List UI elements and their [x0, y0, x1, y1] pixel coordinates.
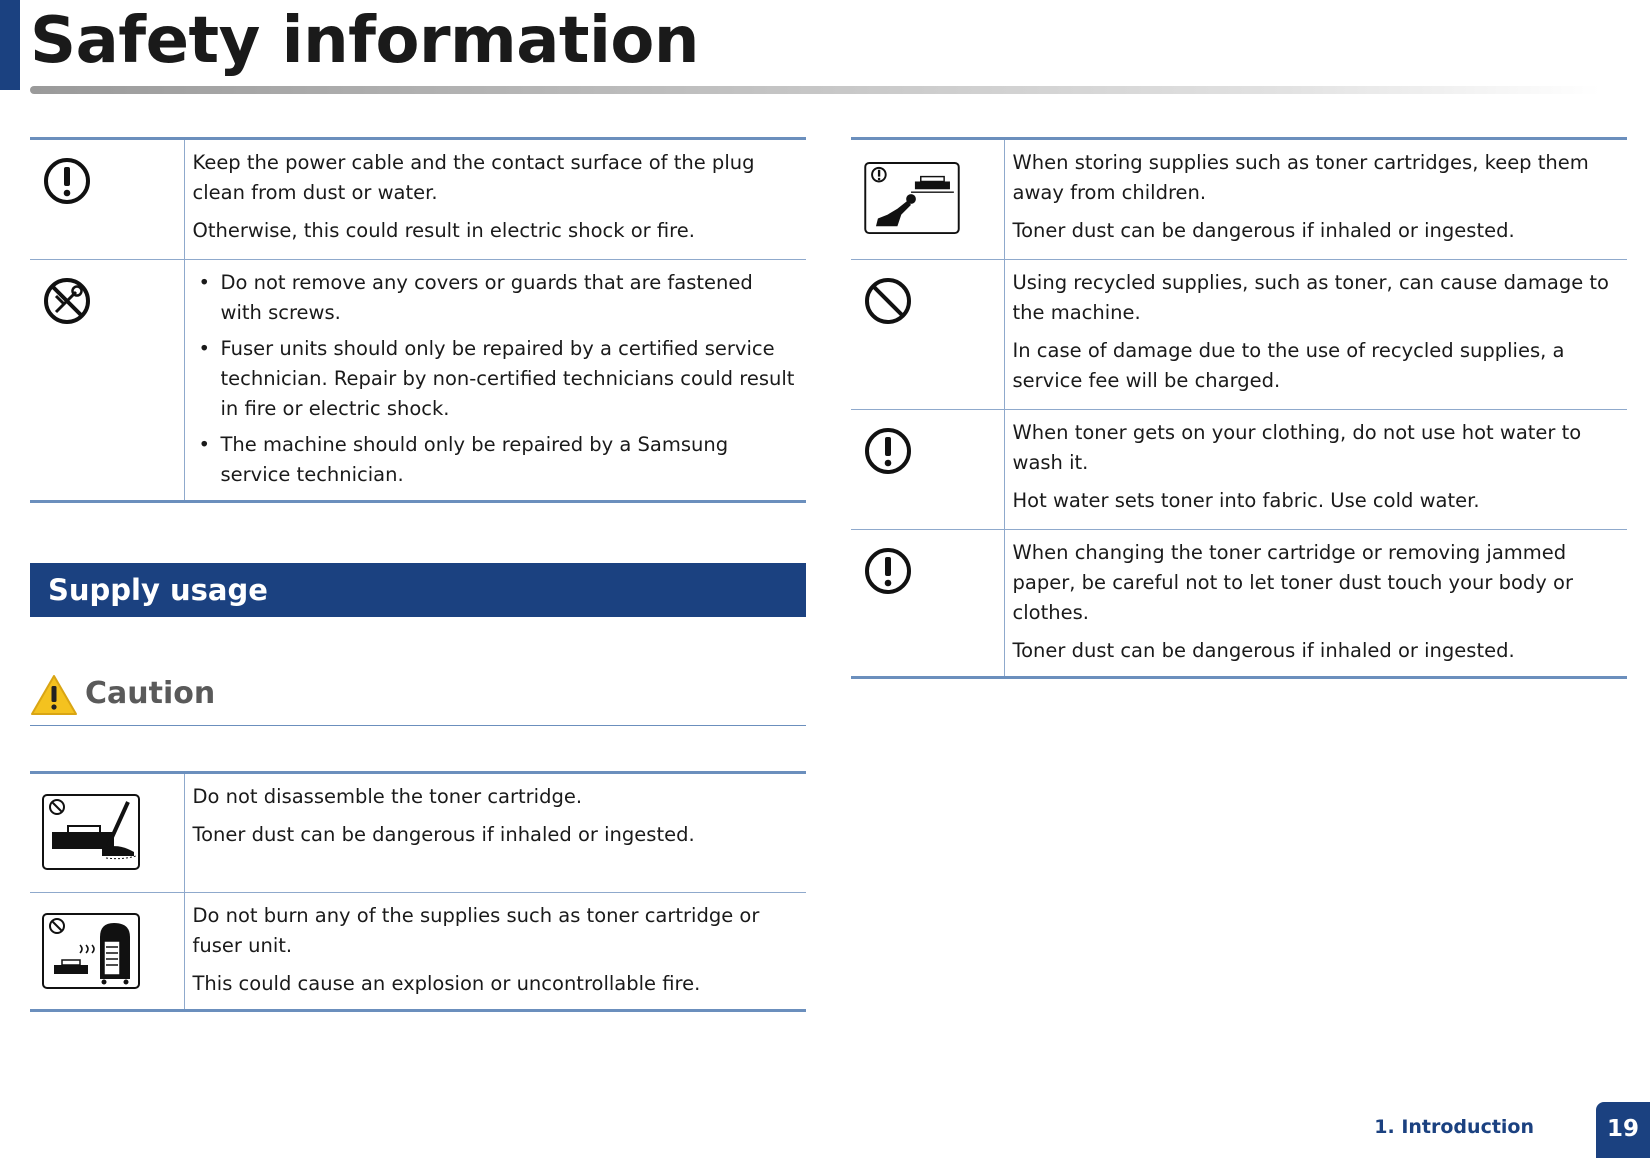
keep-away-from-children-icon — [863, 162, 961, 236]
exclamation-circle-icon — [863, 546, 913, 596]
table-row — [30, 773, 806, 893]
table-row — [851, 260, 1627, 410]
table-row — [30, 139, 806, 260]
row-text: Toner dust can be dangerous if inhaled or ingested. — [192, 823, 695, 846]
caution-table — [30, 771, 806, 1012]
footer-chapter: 1. Introduction — [1374, 1116, 1534, 1138]
page-title: Safety information — [30, 4, 699, 78]
title-divider — [30, 86, 1600, 94]
table-row — [851, 410, 1627, 530]
no-repair-tools-icon — [42, 276, 92, 326]
list-item: • Fuser units should only be repaired by a certified service technician. Repair by non-certified technicians could result in fire or electric shock. — [193, 334, 797, 424]
page-number: 19 — [1596, 1102, 1650, 1158]
row-text: Otherwise, this could result in electric shock or fire. — [192, 219, 695, 242]
caution-heading — [30, 672, 806, 726]
table-row — [30, 893, 806, 1011]
row-text: Using recycled supplies, such as toner, can cause damage to the machine. — [1012, 271, 1609, 324]
row-text: When changing the toner cartridge or removing jammed paper, be careful not to let toner dust touch your body or clothes. — [1012, 541, 1573, 624]
section-banner — [30, 563, 806, 617]
row-text: Toner dust can be dangerous if inhaled or ingested. — [1012, 219, 1515, 242]
power-safety-table — [30, 137, 806, 503]
section-title: Supply usage — [48, 573, 268, 607]
repair-bullet-list — [193, 268, 797, 490]
row-text: Keep the power cable and the contact surface of the plug clean from dust or water. — [192, 151, 755, 204]
row-text: Toner dust can be dangerous if inhaled or ingested. — [1012, 639, 1515, 662]
table-row — [851, 139, 1627, 260]
caution-label: Caution — [85, 676, 216, 711]
list-item: • Do not remove any covers or guards that are fastened with screws. — [193, 268, 797, 328]
prohibited-icon — [863, 276, 913, 326]
caution-triangle-icon — [30, 674, 78, 716]
list-item: • The machine should only be repaired by a Samsung service technician. — [193, 430, 797, 490]
title-accent-bar — [0, 0, 20, 90]
table-row — [30, 260, 806, 502]
no-burn-supplies-icon — [42, 913, 140, 989]
row-text: Do not disassemble the toner cartridge. — [192, 785, 583, 808]
row-text: Do not burn any of the supplies such as toner cartridge or fuser unit. — [192, 904, 760, 957]
row-text: This could cause an explosion or uncontrollable fire. — [192, 972, 701, 995]
storage-safety-table — [851, 137, 1627, 679]
table-row — [851, 530, 1627, 678]
exclamation-circle-icon — [42, 156, 92, 206]
exclamation-circle-icon — [863, 426, 913, 476]
row-text: When toner gets on your clothing, do not use hot water to wash it. — [1012, 421, 1582, 474]
row-text: Hot water sets toner into fabric. Use cold water. — [1012, 489, 1480, 512]
no-disassemble-cartridge-icon — [42, 794, 140, 870]
row-text: When storing supplies such as toner cartridges, keep them away from children. — [1012, 151, 1589, 204]
row-text: In case of damage due to the use of recycled supplies, a service fee will be charged. — [1012, 339, 1565, 392]
